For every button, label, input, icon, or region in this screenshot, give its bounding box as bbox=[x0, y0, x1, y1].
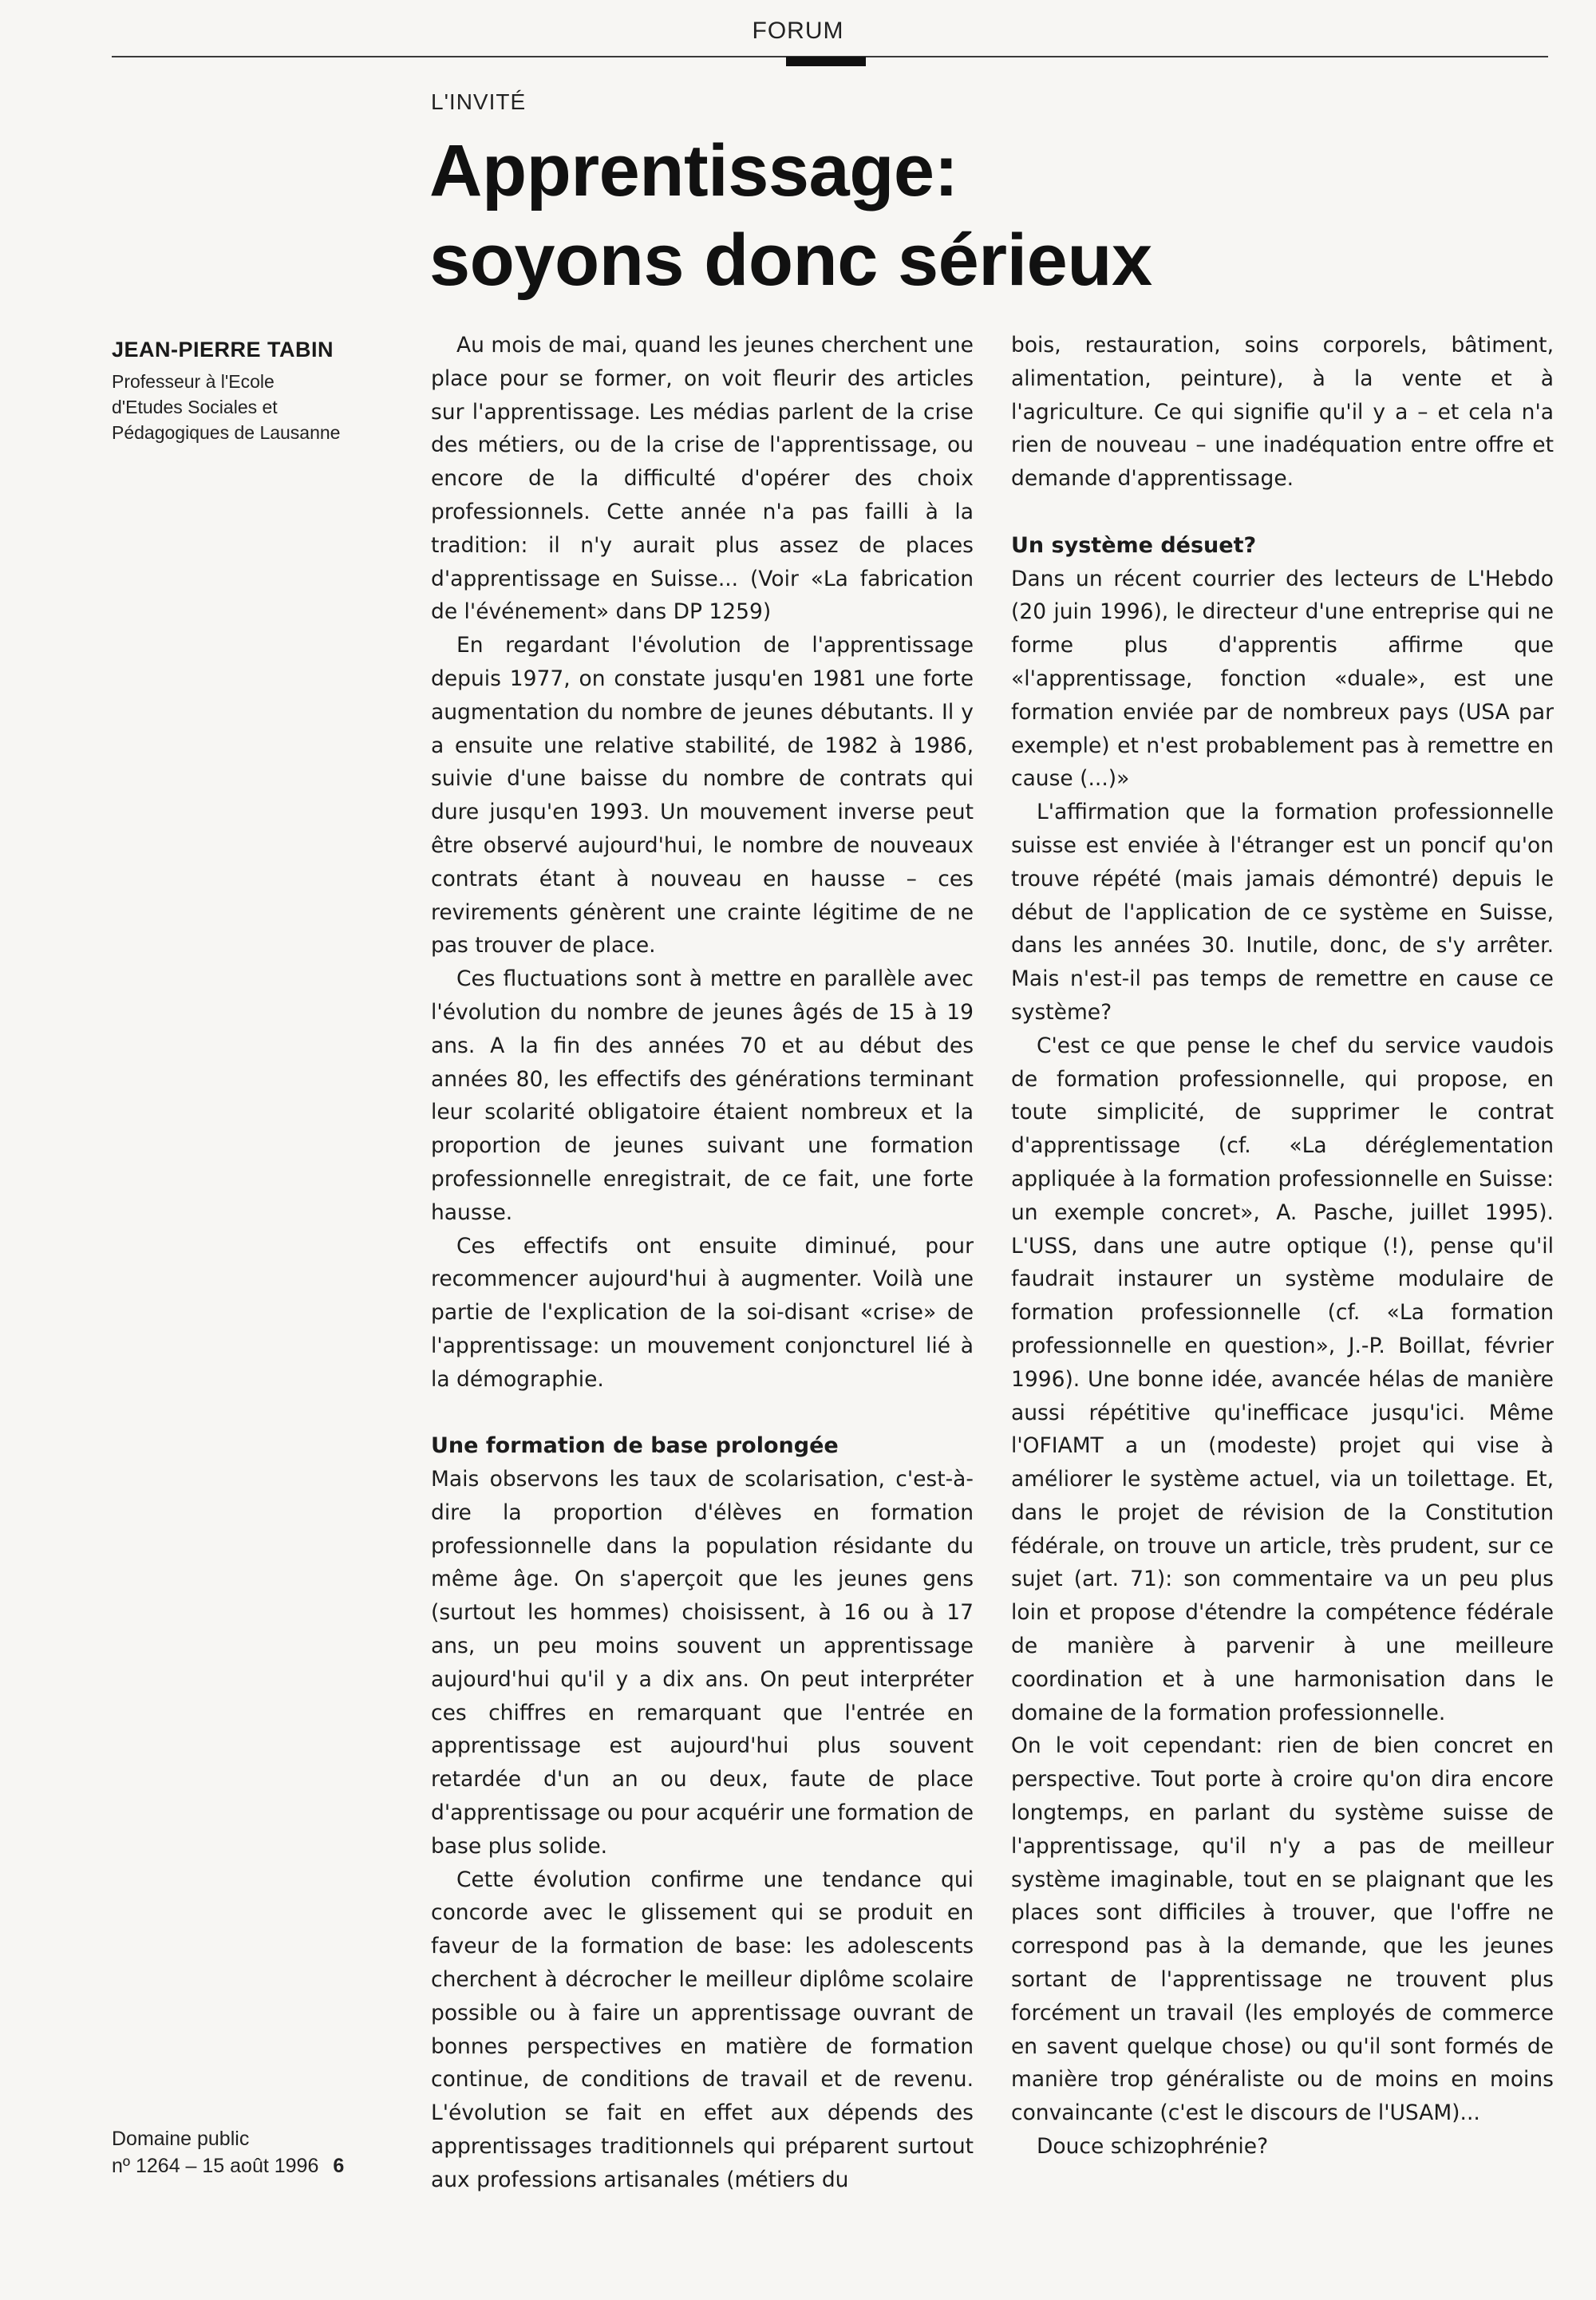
paragraph: En regardant l'évolution de l'apprentissage depuis 1977, on constate jusqu'en 1981 une forte augmentation du nombre de jeunes débutants. Il y a ensuite une relative stabilité, de 1982 à 1986, suivie d'une baisse du nombre de contrats qui dure jusqu'en 1993. Un mouvement inverse peut être observé aujourd'hui, le nombre de nouveaux contrats étant à nouveau en hausse – ces revirements génèrent une crainte légitime de ne pas trouver de place. bbox=[431, 633, 974, 958]
section-label: FORUM bbox=[752, 18, 844, 44]
headline bbox=[429, 126, 1467, 305]
author-name: JEAN-PIERRE TABIN bbox=[112, 338, 334, 362]
paragraph: Ces effectifs ont ensuite diminué, pour recommencer aujourd'hui à augmenter. Voilà une partie de l'explication de la soi-disant «crise» de l'apprentissage: un mouvement conjoncturel lié à la démographie. bbox=[431, 1233, 974, 1392]
page-number: 6 bbox=[333, 2155, 345, 2177]
author-title-line: d'Etudes Sociales et bbox=[112, 397, 278, 417]
publication-name: Domaine public bbox=[112, 2128, 250, 2150]
paragraph: Dans un récent courrier des lecteurs de L'Hebdo (20 juin 1996), le directeur d'une entreprise qui ne forme plus d'apprentis affirme que «l'apprentissage, fonction «duale», est une formation enviée par de nombreux pays (USA par exemple) et n'est probablement pas à remettre en cause (...)» bbox=[1011, 566, 1554, 792]
section-heading: Une formation de base prolongée bbox=[431, 1433, 839, 1459]
author-title bbox=[112, 369, 415, 445]
article-column-right bbox=[1011, 329, 1554, 2192]
article-column-left bbox=[431, 329, 974, 2192]
headline-line-1: Apprentissage: bbox=[429, 130, 958, 211]
paragraph: C'est ce que pense le chef du service vaudois de formation professionnelle, qui propose, en toute simplicité, de supprimer le contrat d'apprentissage (cf. «La déréglementation appliquée à la formation professionnelle en Suisse: un exemple concret», A. Pasche, juillet 1995). L'USS, dans une autre optique (!), pense qu'il faudrait instaurer un système modulaire de formation professionnelle (cf. «La formation professionnelle en question», J.-P. Boillat, février 1996). Une bonne idée, avancée hélas de manière aussi répétitive qu'inefficace jusqu'ici. Même l'OFIAMT a un (modeste) projet qui vise à améliorer le système actuel, via un toilettage. Et, dans le projet de révision de la Constitution fédérale, on trouve un article, très prudent, sur ce sujet (art. 71): son commentaire va un peu plus loin et propose d'étendre la compétence fédérale de manière à parvenir à une meilleure coordination et à une harmonisation dans le domaine de la formation professionnelle. bbox=[1011, 1033, 1554, 1725]
header-tab-marker bbox=[786, 57, 866, 66]
paragraph: Douce schizophrénie? bbox=[1037, 2134, 1269, 2160]
author-block bbox=[112, 338, 415, 445]
section-gap bbox=[1011, 496, 1554, 529]
issue-info: nº 1264 – 15 août 1996 bbox=[112, 2155, 319, 2177]
paragraph-continued: bois, restauration, soins corporels, bâtiment, alimentation, peinture), à la vente et à l'agriculture. Ce qui signifie qu'il y a – et cela n'a rien de nouveau – une inadéquation entre offre et demande d'apprentissage. bbox=[1011, 333, 1554, 492]
section-heading: Un système désuet? bbox=[1011, 532, 1257, 558]
paragraph: Mais observons les taux de scolarisation, c'est-à-dire la proportion d'élèves en formation professionnelle dans la population résidante du même âge. On s'aperçoit que les jeunes gens (surtout les hommes) choisissent, à 16 ou à 17 ans, un peu moins souvent un apprentissage aujourd'hui qu'il y a dix ans. On peut interpréter ces chiffres en remarquant que l'entrée en apprentissage est aujourd'hui plus souvent retardée d'un an ou deux, faute de place d'apprentissage ou pour acquérir une formation de base plus solide. bbox=[431, 1467, 974, 1859]
headline-line-2: soyons donc sérieux bbox=[429, 219, 1152, 301]
issue-line bbox=[112, 2152, 415, 2179]
author-title-line: Pédagogiques de Lausanne bbox=[112, 422, 341, 443]
paragraph: On le voit cependant: rien de bien concret en perspective. Tout porte à croire qu'on dira encore longtemps, en parlant du système suisse de l'apprentissage, qu'il n'y a pas de meilleur système imaginable, tout en se plaignant que les places sont difficiles à trouver, que l'offre ne correspond pas à la demande, que les jeunes sortant de l'apprentissage ne trouvent plus forcément un travail (les employés de commerce en savent quelque chose) ou qu'il sont formés de manière trop généraliste ou de moins en moins convaincante (c'est le discours de l'USAM)... bbox=[1011, 1733, 1554, 2126]
kicker: L'INVITÉ bbox=[431, 89, 527, 114]
paragraph: Au mois de mai, quand les jeunes cherchent une place pour se former, on voit fleurir des articles sur l'apprentissage. Les médias parlent de la crise des métiers, ou de la crise de l'apprentissage, ou encore de la difficulté d'opérer des choix professionnels. Cette année n'a pas failli à la tradition: il n'y aurait plus assez de places d'apprentissage en Suisse... (Voir «La fabrication de l'événement» dans DP 1259) bbox=[431, 333, 974, 625]
paragraph: Ces fluctuations sont à mettre en parallèle avec l'évolution du nombre de jeunes âgés de 15 à 19 ans. A la fin des années 70 et au début des années 80, les effectifs des générations terminant leur scolarité obligatoire étaient nombreux et la proportion de jeunes suivant une formation professionnelle enregistrait, de ce fait, une forte hausse. bbox=[431, 966, 974, 1225]
paragraph: L'affirmation que la formation professionnelle suisse est enviée à l'étranger est un poncif qu'on trouve répété (mais jamais démontré) depuis le début de l'application de ce système en Suisse, dans les années 30. Inutile, donc, de s'y arrêter. Mais n'est-il pas temps de remettre en cause ce système? bbox=[1011, 800, 1554, 1025]
section-gap bbox=[431, 1397, 974, 1430]
author-title-line: Professeur à l'Ecole bbox=[112, 371, 275, 392]
footer-block bbox=[112, 2125, 415, 2179]
paragraph: Cette évolution confirme une tendance qui concorde avec le glissement qui se produit en faveur de la formation de base: les adolescents cherchent à décrocher le meilleur diplôme scolaire possible ou à faire un apprentissage ouvrant de bonnes perspectives en matière de formation continue, de conditions de travail et de revenu. L'évolution se fait en effet aux dépends des apprentissages traditionnels qui préparent surtout aux professions artisanales (métiers du bbox=[431, 1867, 974, 2192]
